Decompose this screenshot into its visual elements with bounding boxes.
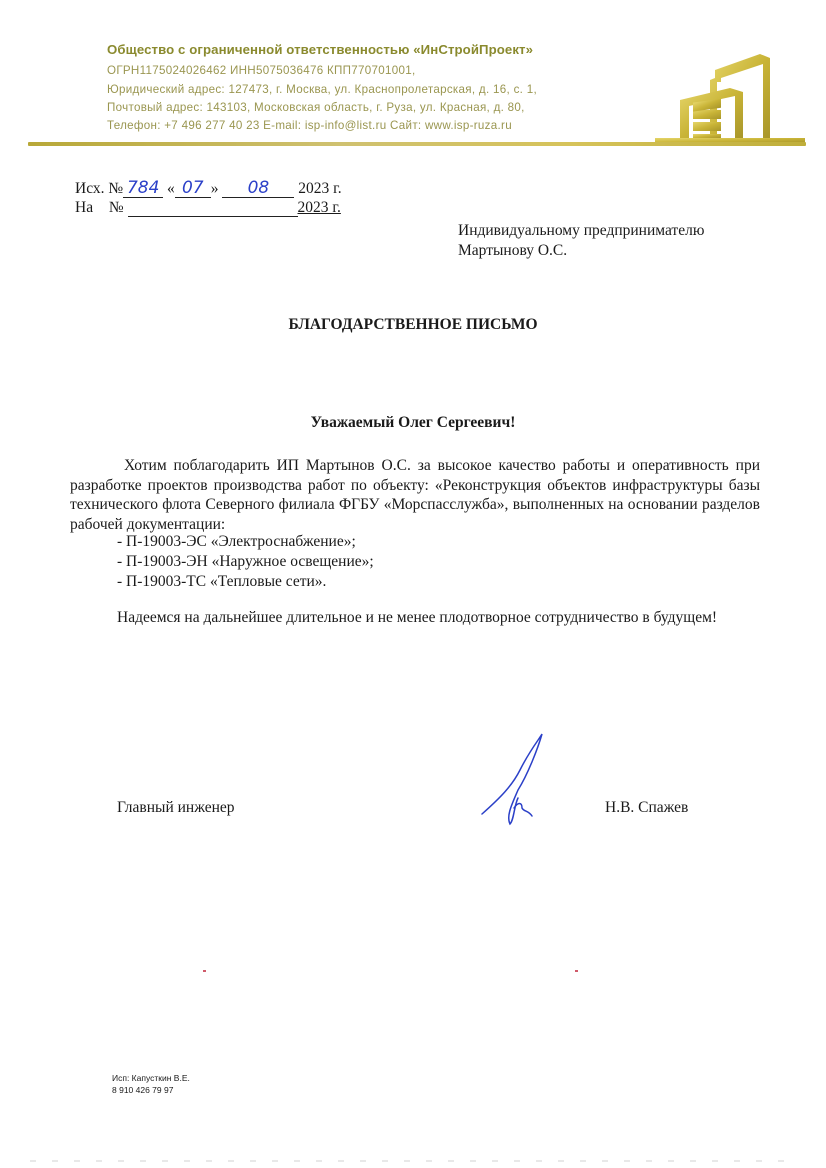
- incoming-year: 2023 г.: [297, 199, 341, 216]
- sections-list: [117, 532, 374, 592]
- outgoing-number: 784: [126, 178, 160, 198]
- executor-name: Исп: Капусткин В.Е.: [112, 1073, 190, 1083]
- building-logo-icon: [655, 40, 805, 148]
- letter-greeting: Уважаемый Олег Сергеевич!: [310, 414, 516, 431]
- company-legal-address: Юридический адрес: 127473, г. Москва, ул. Краснопролетарская, д. 16, с. 1,: [107, 83, 537, 96]
- outgoing-year: 2023 г.: [298, 180, 342, 197]
- incoming-reference: [75, 199, 341, 217]
- body-paragraph-text: Хотим поблагодарить ИП Мартынов О.С. за высокое качество работы и оперативность при разработке проектов производства работ по объекту: «Реконструкция объектов инфраструктуры базы технического флота Северного филиала ФГБУ «Морспасслужба», выполненных на основании разделов рабочей документации:: [70, 457, 760, 533]
- scan-artifact-line: [30, 1160, 800, 1162]
- handwritten-signature-icon: [478, 728, 558, 828]
- company-contacts: Телефон: +7 496 277 40 23 E-mail: isp-info@list.ru Сайт: www.isp-ruza.ru: [107, 119, 512, 132]
- letter-title: БЛАГОДАРСТВЕННОЕ ПИСЬМО: [288, 316, 538, 333]
- list-item: - П-19003-ТС «Тепловые сети».: [117, 573, 327, 590]
- outgoing-reference: [75, 180, 342, 198]
- letterhead-divider: [28, 142, 806, 146]
- signer-position: Главный инженер: [117, 799, 235, 816]
- company-postal-address: Почтовый адрес: 143103, Московская область, г. Руза, ул. Красная, д. 80,: [107, 101, 525, 114]
- addressee-title: Индивидуальному предпринимателю: [458, 222, 705, 239]
- signer-name: Н.В. Спажев: [605, 799, 689, 816]
- executor-info: [112, 1072, 190, 1096]
- list-item: - П-19003-ЭС «Электроснабжение»;: [117, 533, 356, 550]
- outgoing-month: 08: [247, 178, 270, 198]
- addressee: [458, 221, 704, 261]
- scan-mark: [575, 970, 578, 972]
- executor-phone: 8 910 426 79 97: [112, 1085, 174, 1095]
- list-item: - П-19003-ЭН «Наружное освещение»;: [117, 553, 374, 570]
- body-paragraph: [70, 456, 760, 534]
- quote-open: «: [167, 180, 175, 197]
- quote-close: »: [210, 180, 219, 197]
- outgoing-day: 07: [181, 178, 204, 198]
- company-registration: ОГРН1175024026462 ИНН5075036476 КПП770701001,: [107, 64, 416, 77]
- addressee-name: Мартынову О.С.: [458, 242, 568, 259]
- closing-sentence: Надеемся на дальнейшее длительное и не менее плодотворное сотрудничество в будущем!: [117, 609, 718, 626]
- outgoing-label: Исх. №: [75, 180, 124, 197]
- company-name: Общество с ограниченной ответственностью «ИнСтройПроект»: [107, 42, 534, 57]
- incoming-no-sign: №: [108, 199, 124, 216]
- scan-mark: [203, 970, 206, 972]
- incoming-label: На: [75, 199, 94, 216]
